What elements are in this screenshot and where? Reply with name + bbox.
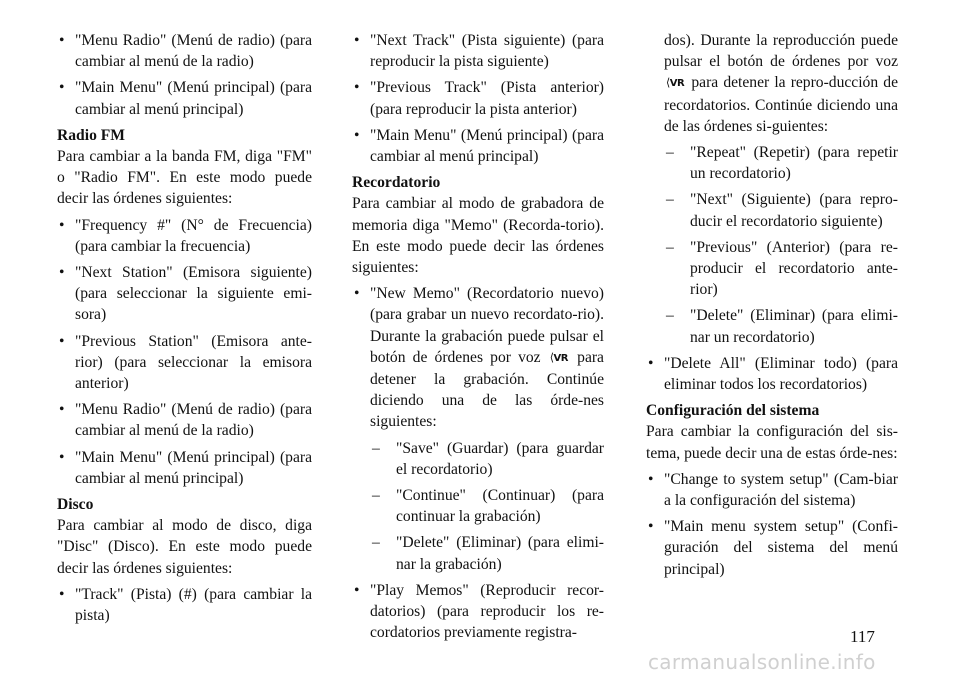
- dash-item: – "Next" (Siguiente) (para repro-ducir el recordatorio siguiente): [646, 189, 898, 231]
- list-item: • "Frequency #" (N° de Frecuencia) (para cambiar la frecuencia): [57, 215, 312, 257]
- dash-item: – "Delete" (Eliminar) (para elimi-nar la grabación): [352, 532, 604, 574]
- column-2: [352, 30, 604, 648]
- dash-item: – "Delete" (Eliminar) (para elimi-nar un recordatorio): [646, 305, 898, 347]
- list-item: • "Main menu system setup" (Confi-guración del sistema del menú principal): [646, 516, 898, 580]
- list-item: • "Menu Radio" (Menú de radio) (para cambiar al menú de la radio): [57, 399, 312, 441]
- paragraph: Para cambiar la configuración del sis-tema, puede decir una de estas órde-nes:: [646, 423, 898, 462]
- list-item: • "Previous Track" (Pista anterior) (para reproducir la pista anterior): [352, 77, 604, 119]
- paragraph: Para cambiar al modo de disco, diga "Disc" (Disco). En este modo puede decir las órdenes siguientes:: [57, 517, 312, 577]
- dash-item: – "Save" (Guardar) (para guardar el recordatorio): [352, 438, 604, 480]
- list-item: • "Next Station" (Emisora siguiente) (para seleccionar la siguiente emi-sora): [57, 262, 312, 326]
- paragraph: Para cambiar al modo de grabadora de memoria diga "Memo" (Recorda-torio). En este modo puede decir las órdenes siguientes:: [352, 195, 604, 277]
- dash-item: – "Previous" (Anterior) (para re-producir el recordatorio ante-rior): [646, 237, 898, 301]
- list-item: • "Menu Radio" (Menú de radio) (para cambiar al menú de la radio): [57, 30, 312, 72]
- dash-item: – "Repeat" (Repetir) (para repetir un recordatorio): [646, 142, 898, 184]
- list-item: [352, 283, 604, 432]
- column-1: [57, 30, 312, 631]
- list-item: • "Main Menu" (Menú principal) (para cambiar al menú principal): [57, 447, 312, 489]
- list-item-text: para detener la grabación. Continúe diciendo una de las órde-nes siguientes:: [370, 348, 604, 431]
- list-item: • "Main Menu" (Menú principal) (para cambiar al menú principal): [352, 125, 604, 167]
- voice-command-icon: ⟨VR: [549, 350, 568, 364]
- list-item: • "Previous Station" (Emisora ante-rior) (para seleccionar la emisora anterior): [57, 331, 312, 395]
- watermark: carmanualsonline.info: [648, 650, 876, 674]
- column-3: [646, 30, 898, 585]
- voice-icon-label: VR: [669, 78, 685, 90]
- list-item: • "Change to system setup" (Cam-biar a la configuración del sistema): [646, 469, 898, 511]
- list-item: • "Track" (Pista) (#) (para cambiar la pista): [57, 584, 312, 626]
- voice-icon-label: VR: [553, 352, 568, 364]
- list-item: • "Next Track" (Pista siguiente) (para reproducir la pista siguiente): [352, 30, 604, 72]
- dash-item: – "Continue" (Continuar) (para continuar la grabación): [352, 485, 604, 527]
- voice-command-icon: ⟨VR: [666, 76, 685, 90]
- list-item-text: dos). Durante la reproducción puede pulsar el botón de órdenes por voz: [664, 32, 898, 71]
- paragraph: Para cambiar a la banda FM, diga "FM" o "Radio FM". En este modo puede decir las órdenes siguientes:: [57, 148, 312, 208]
- section-heading-radio-fm: Radio FM: [57, 126, 126, 144]
- list-item: • "Delete All" (Eliminar todo) (para eliminar todos los recordatorios): [646, 353, 898, 395]
- list-item-continuation: [646, 30, 898, 137]
- list-item: • "Main Menu" (Menú principal) (para cambiar al menú principal): [57, 77, 312, 119]
- list-item-text: "New Memo" (Recordatorio nuevo) (para grabar un nuevo recordato-rio). Durante la grabación puede pulsar el botón de órdenes por voz: [370, 285, 604, 366]
- section-heading-recordatorio: Recordatorio: [352, 174, 441, 192]
- section-heading-configuracion: Configuración del sistema: [646, 402, 820, 420]
- section-heading-disco: Disco: [57, 496, 94, 514]
- list-item-text: para detener la repro-ducción de recordatorios. Continúe diciendo una de las órdenes si-guientes:: [664, 74, 898, 135]
- list-item: • "Play Memos" (Reproducir recor-datorios) (para reproducir los re-cordatorios previamente registra-: [352, 580, 604, 644]
- page-number: 117: [850, 627, 875, 646]
